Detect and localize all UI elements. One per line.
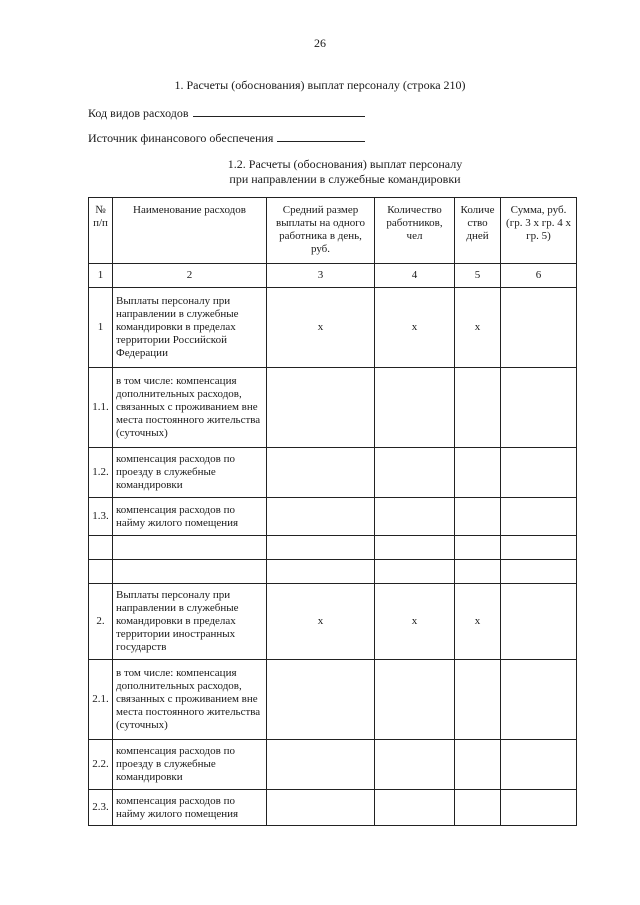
- avg-payment-cell[interactable]: х: [267, 584, 375, 660]
- table-row: [89, 368, 577, 448]
- expense-name-cell: [113, 560, 267, 584]
- table-subheading: [0, 157, 640, 187]
- column-number-cell: 4: [375, 264, 455, 288]
- employee-count-cell[interactable]: [375, 368, 455, 448]
- column-number-cell: 3: [267, 264, 375, 288]
- employee-count-cell[interactable]: [375, 660, 455, 740]
- avg-payment-cell[interactable]: [267, 498, 375, 536]
- days-count-cell[interactable]: [455, 536, 501, 560]
- avg-payment-cell[interactable]: [267, 536, 375, 560]
- expense-name-cell: компенсация расходов по проезду в служебные командировки: [113, 740, 267, 790]
- sum-cell[interactable]: [501, 536, 577, 560]
- employee-count-cell[interactable]: х: [375, 584, 455, 660]
- avg-payment-cell[interactable]: [267, 368, 375, 448]
- table-row: [89, 288, 577, 368]
- sum-cell[interactable]: [501, 288, 577, 368]
- header-cell-6: Сумма, руб. (гр. 3 х гр. 4 х гр. 5): [501, 198, 577, 264]
- avg-payment-cell[interactable]: х: [267, 288, 375, 368]
- days-count-cell[interactable]: [455, 560, 501, 584]
- funding-source-label: Источник финансового обеспечения: [88, 131, 274, 145]
- row-number-cell: 2.: [89, 584, 113, 660]
- expense-name-cell: компенсация расходов по найму жилого помещения: [113, 790, 267, 826]
- employee-count-cell[interactable]: [375, 790, 455, 826]
- days-count-cell[interactable]: [455, 660, 501, 740]
- employee-count-cell[interactable]: [375, 448, 455, 498]
- expense-name-cell: [113, 536, 267, 560]
- column-number-cell: 1: [89, 264, 113, 288]
- days-count-cell[interactable]: [455, 368, 501, 448]
- table-row: [89, 560, 577, 584]
- header-cell-3: Средний размер выплаты на одного работника в день, руб.: [267, 198, 375, 264]
- expense-code-blank[interactable]: [193, 106, 365, 117]
- avg-payment-cell[interactable]: [267, 790, 375, 826]
- section-heading: 1. Расчеты (обоснования) выплат персоналу (строка 210): [174, 78, 466, 92]
- employee-count-cell[interactable]: [375, 536, 455, 560]
- days-count-cell[interactable]: [455, 448, 501, 498]
- row-number-cell: 2.2.: [89, 740, 113, 790]
- header-row: [89, 198, 577, 264]
- days-count-cell[interactable]: [455, 790, 501, 826]
- expense-code-label: Код видов расходов: [88, 106, 189, 120]
- employee-count-cell[interactable]: [375, 560, 455, 584]
- expense-name-cell: Выплаты персоналу при направлении в служебные командировки в пределах территории Российской Федерации: [113, 288, 267, 368]
- table-row: [89, 740, 577, 790]
- row-number-cell: 1.2.: [89, 448, 113, 498]
- row-number-cell: 2.3.: [89, 790, 113, 826]
- sum-cell[interactable]: [501, 740, 577, 790]
- funding-source-line: [88, 131, 365, 146]
- expense-name-cell: в том числе: компенсация дополнительных расходов, связанных с проживанием вне места постоянного жительства (суточных): [113, 660, 267, 740]
- expense-name-cell: компенсация расходов по найму жилого помещения: [113, 498, 267, 536]
- sum-cell[interactable]: [501, 498, 577, 536]
- avg-payment-cell[interactable]: [267, 660, 375, 740]
- row-number-cell: 2.1.: [89, 660, 113, 740]
- days-count-cell[interactable]: х: [455, 584, 501, 660]
- column-number-cell: 5: [455, 264, 501, 288]
- expense-name-cell: Выплаты персоналу при направлении в служебные командировки в пределах территории иностранных государств: [113, 584, 267, 660]
- table-row: [89, 584, 577, 660]
- table-row: [89, 790, 577, 826]
- days-count-cell[interactable]: х: [455, 288, 501, 368]
- row-number-cell: 1.3.: [89, 498, 113, 536]
- sum-cell[interactable]: [501, 368, 577, 448]
- expense-name-cell: в том числе: компенсация дополнительных расходов, связанных с проживанием вне места постоянного жительства (суточных): [113, 368, 267, 448]
- column-number-cell: 2: [113, 264, 267, 288]
- subheading-line-1: 1.2. Расчеты (обоснования) выплат персоналу: [227, 157, 463, 171]
- table-row: [89, 536, 577, 560]
- column-number-row: [89, 264, 577, 288]
- avg-payment-cell[interactable]: [267, 448, 375, 498]
- employee-count-cell[interactable]: [375, 740, 455, 790]
- page-number: 26: [314, 36, 326, 50]
- header-cell-1: № п/п: [89, 198, 113, 264]
- sum-cell[interactable]: [501, 790, 577, 826]
- row-number-cell: [89, 560, 113, 584]
- header-cell-2: Наименование расходов: [113, 198, 267, 264]
- days-count-cell[interactable]: [455, 740, 501, 790]
- sum-cell[interactable]: [501, 660, 577, 740]
- avg-payment-cell[interactable]: [267, 560, 375, 584]
- employee-count-cell[interactable]: х: [375, 288, 455, 368]
- table-row: [89, 498, 577, 536]
- employee-count-cell[interactable]: [375, 498, 455, 536]
- subheading-line-2: при направлении в служебные командировки: [229, 172, 461, 186]
- table-row: [89, 448, 577, 498]
- expense-code-line: [88, 106, 365, 121]
- travel-payments-table: [88, 197, 577, 826]
- header-cell-4: Количество работников, чел: [375, 198, 455, 264]
- avg-payment-cell[interactable]: [267, 740, 375, 790]
- funding-source-blank[interactable]: [277, 131, 365, 142]
- expense-name-cell: компенсация расходов по проезду в служебные командировки: [113, 448, 267, 498]
- table-body: [89, 198, 577, 826]
- row-number-cell: 1: [89, 288, 113, 368]
- row-number-cell: [89, 536, 113, 560]
- table-row: [89, 660, 577, 740]
- header-cell-5: Количе ство дней: [455, 198, 501, 264]
- row-number-cell: 1.1.: [89, 368, 113, 448]
- sum-cell[interactable]: [501, 448, 577, 498]
- column-number-cell: 6: [501, 264, 577, 288]
- sum-cell[interactable]: [501, 560, 577, 584]
- days-count-cell[interactable]: [455, 498, 501, 536]
- sum-cell[interactable]: [501, 584, 577, 660]
